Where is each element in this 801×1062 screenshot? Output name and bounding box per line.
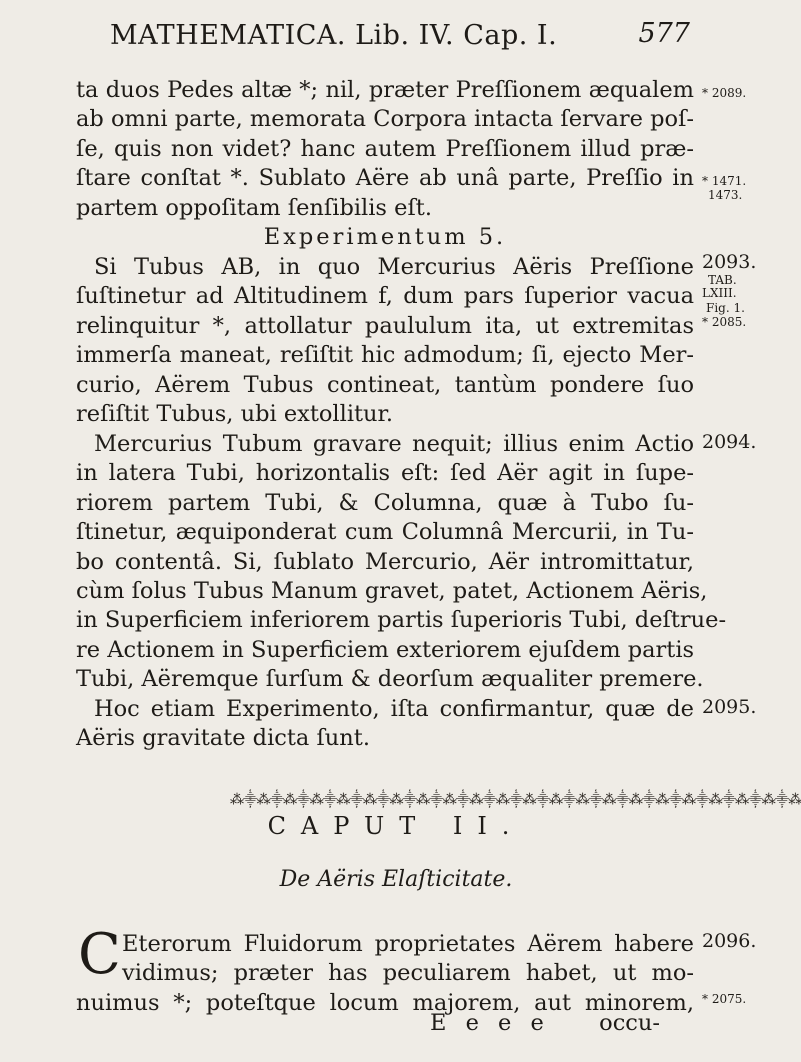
text-line: ab omni parte, memorata Corpora intacta ſervare poſ- [76,106,695,133]
text-line: Tubi, Aëremque ſurſum & deorſum æqualiter premere. [76,666,704,693]
paragraph-4 [76,695,694,754]
text-line: in Superficiem inferiorem partis ſuperioris Tubi, deſtrue- [76,607,727,634]
text-line: ſe, quis non videt? hanc autem Preſſionem illud præ- [76,135,694,162]
text-line: reſiſtit Tubus, ubi extollitur. [76,400,393,427]
margin-note: TAB. [708,273,737,287]
chapter-subtitle: De Aëris Elaſticitate. [279,867,513,892]
text-line: Hoc etiam Experimento, iſta confirmantur, quæ de [94,696,694,722]
text-line: ta duos Pedes altæ *; nil, præter Preſſionem æqualem [76,77,694,103]
text-line: relinquitur *, attollatur paululum ita, ut extremitas [76,312,694,339]
experiment-heading: Experimentum 5. [263,223,507,250]
text-line: ſtinetur, æquiponderat cum Columnâ Mercurii, in Tu- [76,519,694,546]
margin-note: 1473. [708,188,743,202]
margin-note: 2094. [702,431,757,453]
text-line: in latera Tubi, horizontalis eſt: ſed Aër agit in ſupe- [76,460,694,487]
text-line: Eterorum Fluidorum proprietates Aërem habere [122,931,694,957]
text-line: riorem partem Tubi, & Columna, quæ à Tubo ſu- [76,489,694,516]
margin-note: * 2089. [702,86,747,100]
chapter-title: CAPUT II. [267,812,525,840]
text-line: Mercurius Tubum gravare nequit; illius enim Actio [94,431,694,457]
text-line: cùm ſolus Tubus Manum gravet, patet, Actionem Aëris, [76,577,708,604]
text-line: Si Tubus AB, in quo Mercurius Aëris Preſſione [94,254,694,280]
running-title: MATHEMATICA. Lib. IV. Cap. I. [110,20,558,51]
margin-note: * 2075. [702,992,747,1006]
text-line: immerſa maneat, reſiſtit hic admodum; ſi, ejecto Mer- [76,342,694,369]
margin-note: LXIII. [702,286,737,300]
drop-capital: C [78,922,121,987]
text-line: ſtare conſtat *. Sublato Aëre ab unâ parte, Preſſio in [76,165,694,192]
ornamental-rule: ⁂⸎⁂⸎⁂⸎⁂⸎⁂⸎⁂⸎⁂⸎⁂⸎⁂⸎⁂⸎⁂⸎⁂⸎⁂⸎⁂⸎⁂⸎⁂⸎⁂⸎⁂⸎⁂⸎⁂⸎⁂⸎⁂ [230,792,801,808]
text-line: bo contentâ. Si, ſublato Mercurio, Aër intromittatur, [76,548,694,575]
text-line: re Actionem in Superficiem exteriorem ejuſdem partis [76,636,695,663]
margin-note: * 1471. [702,174,747,188]
margin-note: Fig. 1. [706,301,745,315]
text-line: nuimus *; poteſtque locum majorem, aut minorem, [76,989,694,1016]
page-header [110,18,690,62]
text-line: curio, Aërem Tubus contineat, tantùm pondere ſuo [76,371,694,398]
text-line: ſuſtinetur ad Altitudinem f, dum pars ſuperior vacua [76,283,694,310]
paragraph-5 [122,930,694,989]
text-line: vidimus; præter has peculiarem habet, ut mo- [122,960,694,987]
paragraph-2 [76,253,694,429]
catchword: occu- [599,1010,660,1036]
text-line: Aëris gravitate dicta ſunt. [76,725,370,752]
margin-note: 2096. [702,930,757,952]
page-number: 577 [638,18,690,49]
paragraph-3 [76,430,727,695]
margin-note: * 2085. [702,315,747,329]
signature-mark: E e e e [430,1010,550,1036]
text-line: partem oppoſitam ſenſibilis eſt. [76,194,432,221]
paragraph-1 [76,76,694,252]
margin-note: 2095. [702,696,757,718]
margin-note: 2093. [702,251,757,273]
